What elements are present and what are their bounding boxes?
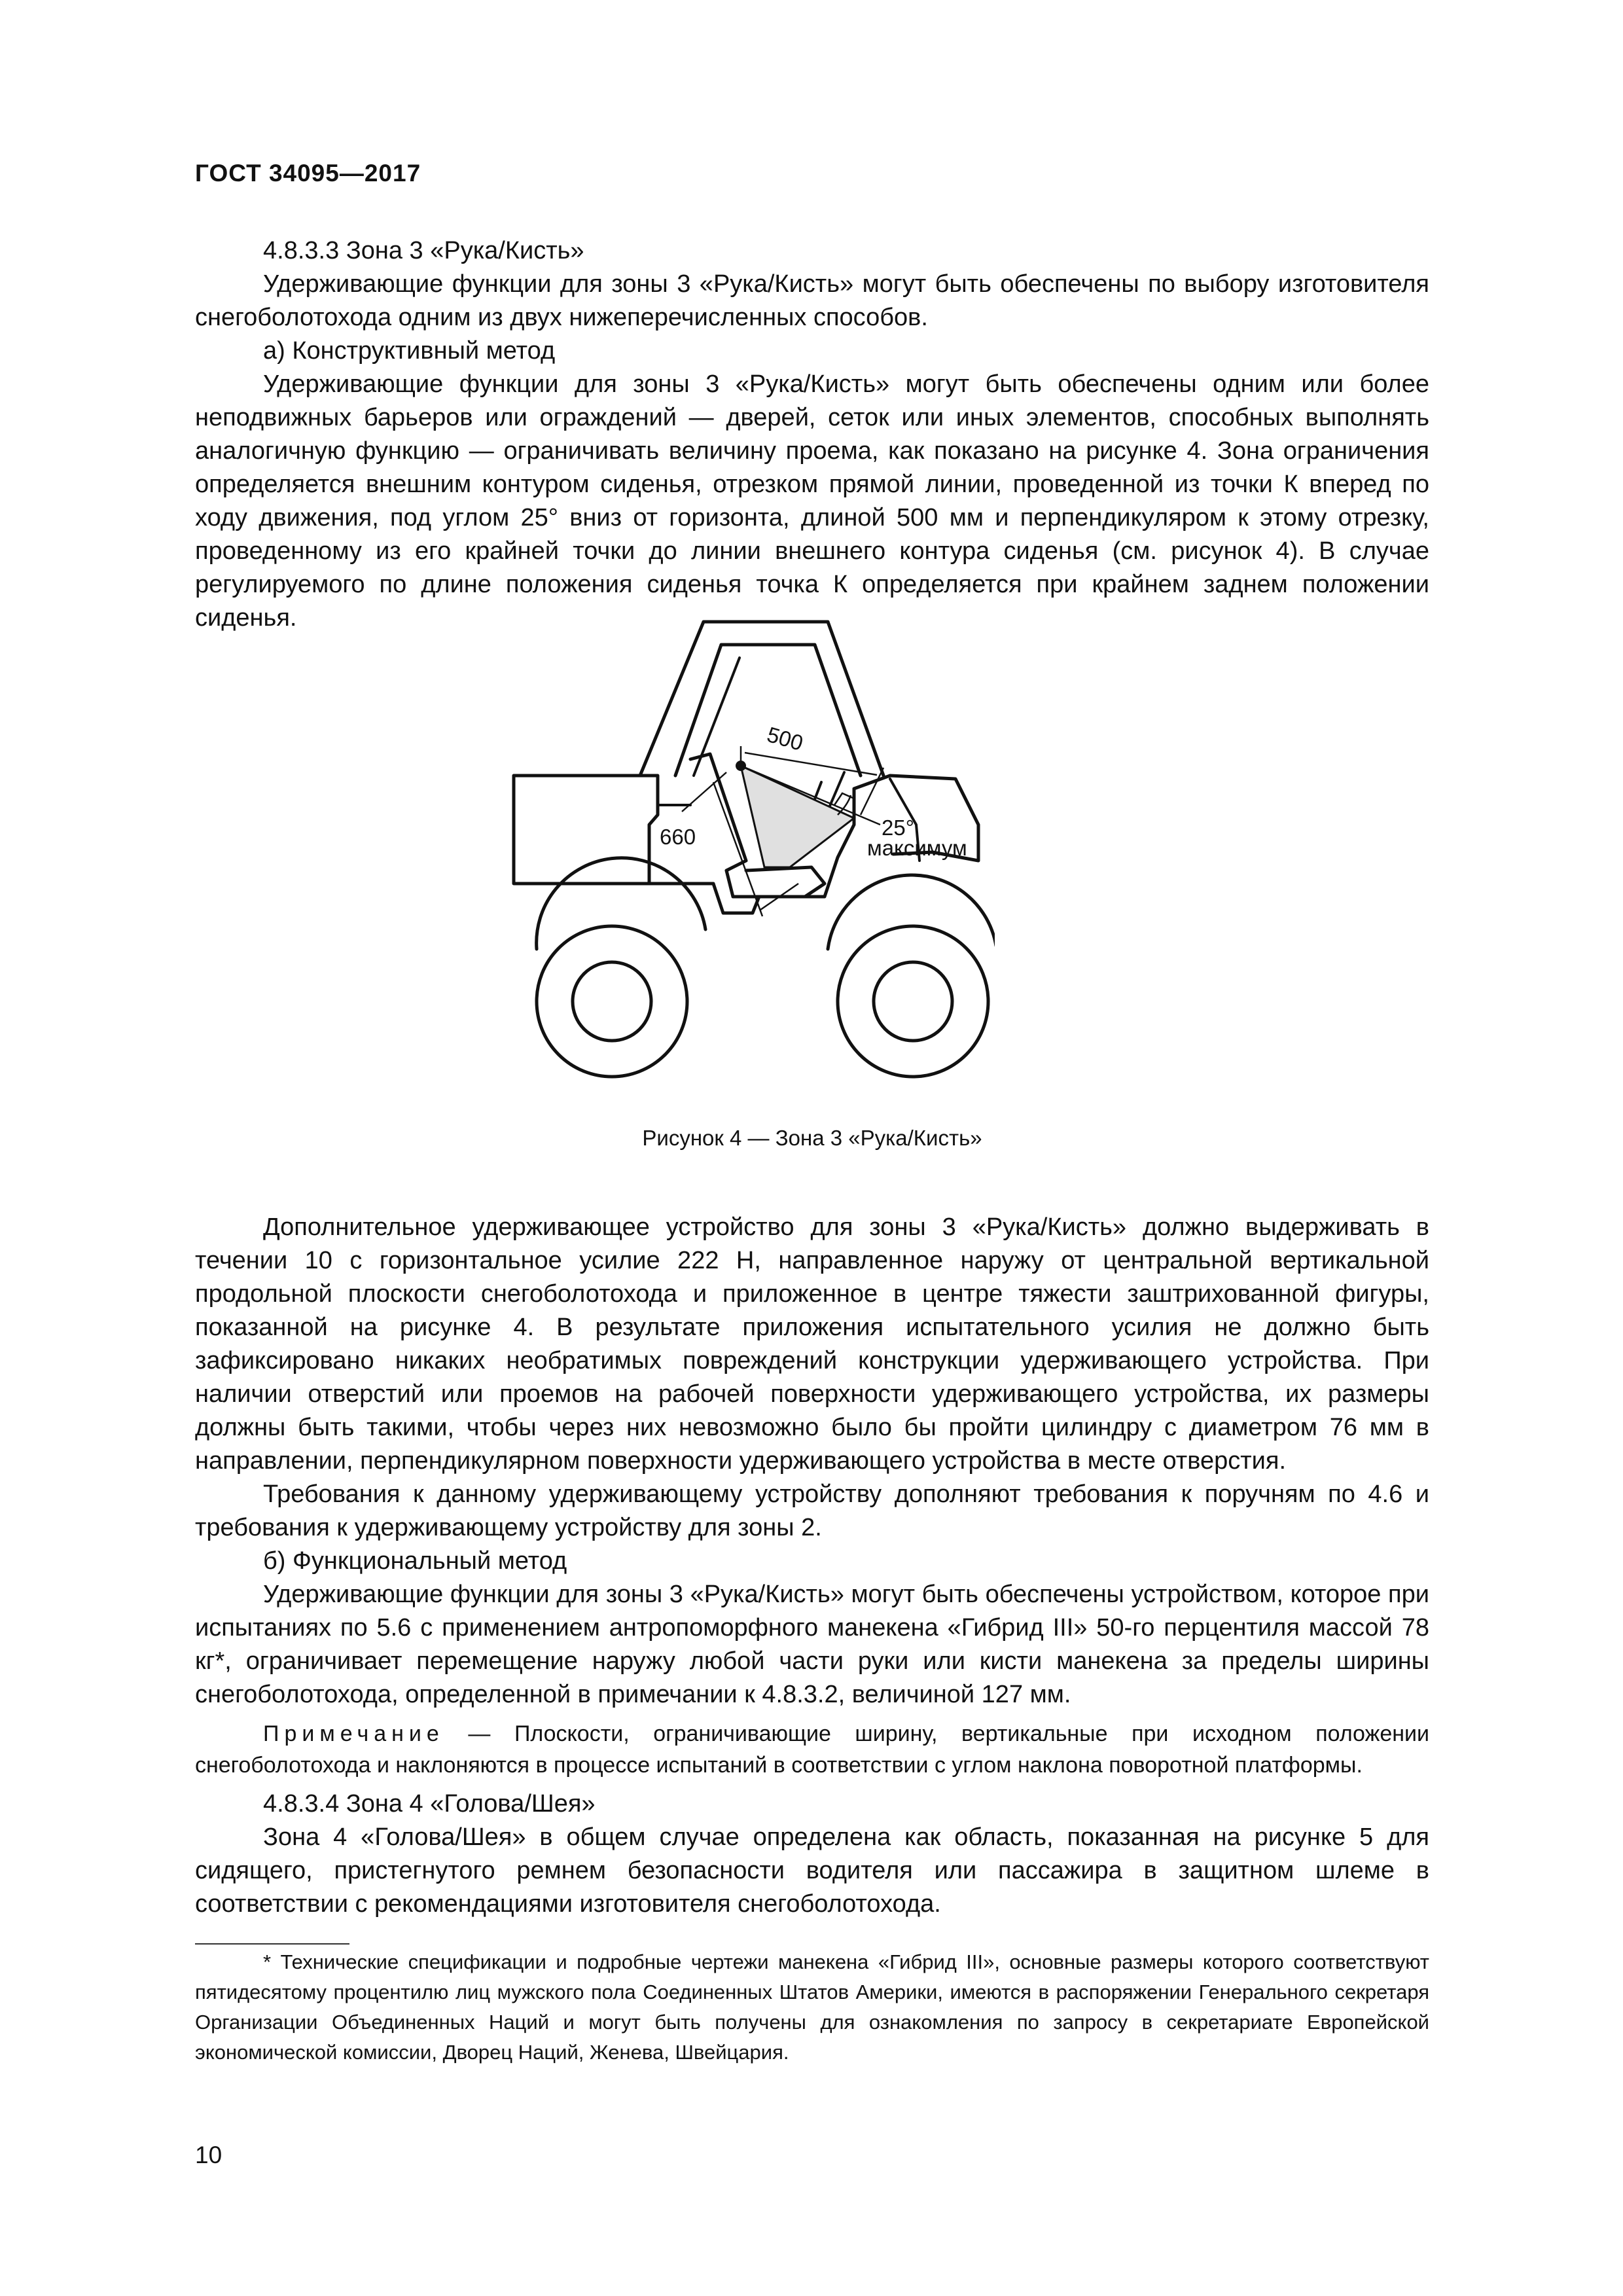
section-4-8-3-3 — [195, 234, 1429, 635]
section-heading: 4.8.3.3 Зона 3 «Рука/Кисть» — [263, 237, 584, 264]
angle-label: 25° — [882, 816, 914, 840]
dimension-660-label: 660 — [660, 825, 696, 849]
paragraph: Удерживающие функции для зоны 3 «Рука/Кисть» могут быть обеспечены одним или более неподвижных барьеров или ограждений — дверей, сеток или иных элементов, способных выполнять аналогичную функцию — ограничивать величину проема, как показано на рисунке 4. Зона ограничения определяется внешним контуром сиденья, отрезком прямой линии, проведенной из точки К вперед по ходу движения, под углом 25° вниз от горизонта, длиной 500 мм и перпендикуляром к этому отрезку, проведенному из его крайней точки до линии внешнего контура сиденья (см. рисунок 4). В случае регулируемого по длине положения сиденья точка К определяется при крайнем заднем положении сиденья. — [195, 370, 1429, 632]
note-label: Примечание — [263, 1721, 444, 1746]
note — [195, 1718, 1429, 1781]
rear-wheel-rim — [874, 962, 952, 1041]
footnote-text: * Технические спецификации и подробные чертежи манекена «Гибрид III», основные размеры которого соответствуют пятидесятому процентилю лиц мужского пола Соединенных Штатов Америки, имеются в распоряжении Генерального секретаря Организации Объединенных Наций и могут быть получены для ознакомления по запросу в секретариате Европейской экономической комиссии, Дворец Наций, Женева, Швейцария. — [195, 1950, 1429, 2064]
seat-back — [690, 754, 746, 870]
method-b-title: б) Функциональный метод — [263, 1547, 567, 1575]
section-heading: 4.8.3.4 Зона 4 «Голова/Шея» — [263, 1790, 596, 1818]
figure-4 — [497, 609, 995, 1080]
point-k — [736, 761, 746, 771]
paragraph: Зона 4 «Голова/Шея» в общем случае определена как область, показанная на рисунке 5 для сидящего, пристегнутого ремнем безопасности водителя или пассажира в защитном шлеме в соответствии с рекомендациями изготовителя снегоболотохода. — [195, 1823, 1429, 1918]
method-a-title: а) Конструктивный метод — [263, 337, 556, 365]
footnote-separator — [195, 1943, 349, 1945]
paragraph: Удерживающие функции для зоны 3 «Рука/Кисть» могут быть обеспечены устройством, которое при испытаниях по 5.6 с применением антропоморфного манекена «Гибрид III» 50-го перцентиля массой 78 кг*, ограничивает перемещение наружу любой части руки или кисти манекена за пределы ширины снегоболотохода, определенной в примечании к 4.8.3.2, величиной 127 мм. — [195, 1581, 1429, 1708]
front-wheel-rim — [573, 962, 651, 1041]
section-4-8-3-3-continued — [195, 1211, 1429, 1921]
page-number: 10 — [195, 2142, 223, 2168]
document-header: ГОСТ 34095—2017 — [195, 160, 421, 187]
angle-max-label: максимум — [867, 836, 967, 860]
seat-cushion — [726, 867, 825, 897]
front-wheel-tire — [537, 926, 687, 1077]
restraint-zone-shape — [741, 766, 854, 867]
dimension-500-label: 500 — [764, 722, 806, 755]
note-text: — Плоскости, ограничивающие ширину, вертикальные при исходном положении снегоболотохода и наклоняются в процессе испытаний в соответствии с углом наклона поворотной платформы. — [195, 1721, 1429, 1778]
paragraph: Дополнительное удерживающее устройство для зоны 3 «Рука/Кисть» должно выдерживать в течении 10 с горизонтальное усилие 222 Н, направленное наружу от центральной вертикальной продольной плоскости снегоболотохода и приложенное в центре тяжести заштрихованной фигуры, показанной на рисунке 4. В результате приложения испытательного усилия не должно быть зафиксировано никаких необратимых повреждений конструкции удерживающего устройства. При наличии отверстий или проемов на рабочей поверхности удерживающего устройства, их размеры должны быть такими, чтобы через них невозможно было бы пройти цилиндру с диаметром 76 мм в направлении, перпендикулярном поверхности удерживающего устройства в месте отверстия. — [195, 1213, 1429, 1475]
paragraph: Удерживающие функции для зоны 3 «Рука/Кисть» могут быть обеспечены по выбору изготовителя снегоболотохода одним из двух нижеперечисленных способов. — [195, 270, 1429, 331]
figure-caption: Рисунок 4 — Зона 3 «Рука/Кисть» — [642, 1126, 982, 1150]
rear-wheel-tire — [838, 926, 988, 1077]
footnote — [195, 1947, 1429, 2068]
paragraph: Требования к данному удерживающему устройству дополняют требования к поручням по 4.6 и требования к удерживающему устройству для зоны 2. — [195, 1480, 1429, 1541]
